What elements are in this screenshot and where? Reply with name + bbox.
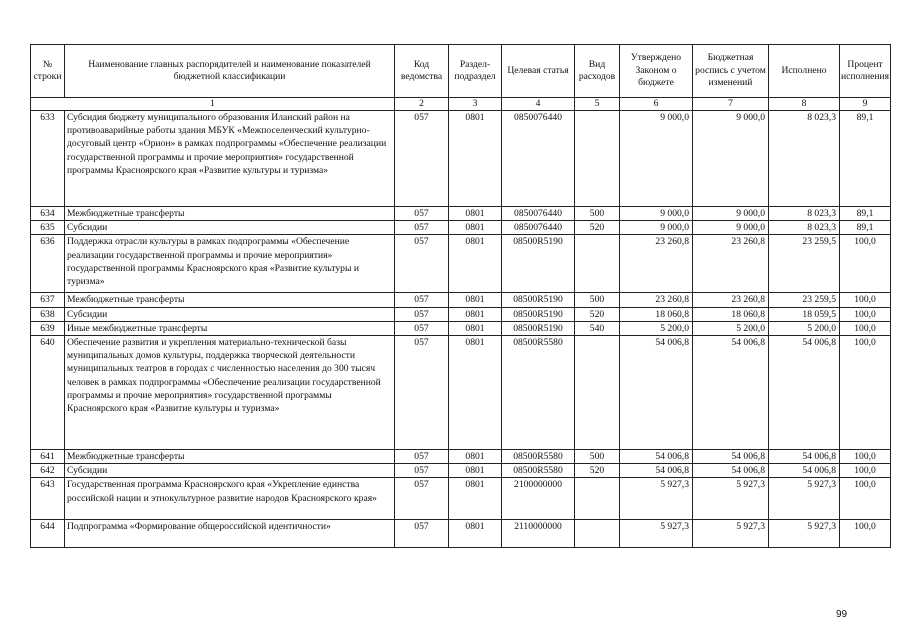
approved-cell: 23 260,8 (620, 235, 693, 293)
header-dept-code: Код ведомства (395, 45, 449, 98)
approved-cell: 9 000,0 (620, 207, 693, 221)
percent-cell: 100,0 (840, 464, 891, 478)
schedule-cell: 23 260,8 (693, 293, 769, 307)
percent-cell: 89,1 (840, 207, 891, 221)
target-article-cell: 0850076440 (502, 207, 575, 221)
row-name-cell: Межбюджетные трансферты (65, 207, 395, 221)
schedule-cell: 18 060,8 (693, 307, 769, 321)
column-number: 8 (769, 98, 840, 111)
header-row-number: № строки (31, 45, 65, 98)
dept-code-cell: 057 (395, 221, 449, 235)
dept-code-cell: 057 (395, 111, 449, 207)
section-cell: 0801 (449, 336, 502, 450)
approved-cell: 23 260,8 (620, 293, 693, 307)
table-body (31, 111, 891, 548)
column-number: 5 (575, 98, 620, 111)
dept-code-cell: 057 (395, 307, 449, 321)
percent-cell: 100,0 (840, 307, 891, 321)
column-number: 1 (31, 98, 395, 111)
row-name-cell: Иные межбюджетные трансферты (65, 321, 395, 335)
expense-kind-cell: 500 (575, 450, 620, 464)
percent-cell: 100,0 (840, 450, 891, 464)
target-article-cell: 08500R5580 (502, 450, 575, 464)
schedule-cell: 9 000,0 (693, 207, 769, 221)
table-row (31, 293, 891, 307)
expense-kind-cell: 520 (575, 464, 620, 478)
target-article-cell: 2100000000 (502, 478, 575, 520)
executed-cell: 23 259,5 (769, 235, 840, 293)
row-name-cell: Субсидии (65, 464, 395, 478)
target-article-cell: 0850076440 (502, 221, 575, 235)
executed-cell: 23 259,5 (769, 293, 840, 307)
schedule-cell: 54 006,8 (693, 464, 769, 478)
column-number: 2 (395, 98, 449, 111)
header-schedule: Бюджетная роспись с учетом изменений (693, 45, 769, 98)
target-article-cell: 08500R5580 (502, 464, 575, 478)
approved-cell: 54 006,8 (620, 336, 693, 450)
executed-cell: 18 059,5 (769, 307, 840, 321)
expense-kind-cell: 500 (575, 293, 620, 307)
section-cell: 0801 (449, 235, 502, 293)
dept-code-cell: 057 (395, 464, 449, 478)
percent-cell: 100,0 (840, 520, 891, 548)
executed-cell: 8 023,3 (769, 221, 840, 235)
target-article-cell: 0850076440 (502, 111, 575, 207)
percent-cell: 100,0 (840, 478, 891, 520)
percent-cell: 100,0 (840, 336, 891, 450)
dept-code-cell: 057 (395, 450, 449, 464)
row-number-cell: 644 (31, 520, 65, 548)
header-target-article: Целевая статья (502, 45, 575, 98)
row-name-cell: Субсидия бюджету муниципального образования Иланский район на противоаварийные работы здания МБУК «Межпоселенческий культурно-досуговый центр «Орион» в рамках подпрограммы «Обеспечение реализации государственной программы и прочие мероприятия» государственной программы Красноярского края «Развитие культуры и туризма» (65, 111, 395, 207)
dept-code-cell: 057 (395, 321, 449, 335)
row-number-cell: 634 (31, 207, 65, 221)
executed-cell: 54 006,8 (769, 336, 840, 450)
section-cell: 0801 (449, 321, 502, 335)
row-number-cell: 642 (31, 464, 65, 478)
executed-cell: 5 927,3 (769, 478, 840, 520)
dept-code-cell: 057 (395, 235, 449, 293)
schedule-cell: 9 000,0 (693, 221, 769, 235)
row-name-cell: Поддержка отрасли культуры в рамках подпрограммы «Обеспечение реализации государственной программы и прочие мероприятия» государственной программы Красноярского края «Развитие культуры и туризма» (65, 235, 395, 293)
header-name: Наименование главных распорядителей и наименование показателей бюджетной классификации (65, 45, 395, 98)
section-cell: 0801 (449, 520, 502, 548)
expense-kind-cell: 520 (575, 307, 620, 321)
table-row (31, 221, 891, 235)
column-number: 7 (693, 98, 769, 111)
approved-cell: 9 000,0 (620, 111, 693, 207)
dept-code-cell: 057 (395, 478, 449, 520)
section-cell: 0801 (449, 111, 502, 207)
dept-code-cell: 057 (395, 336, 449, 450)
column-number: 4 (502, 98, 575, 111)
column-number: 6 (620, 98, 693, 111)
table-row (31, 307, 891, 321)
percent-cell: 100,0 (840, 293, 891, 307)
expense-kind-cell (575, 336, 620, 450)
approved-cell: 5 927,3 (620, 478, 693, 520)
approved-cell: 54 006,8 (620, 464, 693, 478)
schedule-cell: 9 000,0 (693, 111, 769, 207)
row-number-cell: 640 (31, 336, 65, 450)
row-name-cell: Подпрограмма «Формирование общероссийской идентичности» (65, 520, 395, 548)
dept-code-cell: 057 (395, 293, 449, 307)
target-article-cell: 08500R5190 (502, 235, 575, 293)
expense-kind-cell (575, 520, 620, 548)
schedule-cell: 5 200,0 (693, 321, 769, 335)
schedule-cell: 54 006,8 (693, 450, 769, 464)
approved-cell: 9 000,0 (620, 221, 693, 235)
target-article-cell: 08500R5190 (502, 293, 575, 307)
table-row (31, 478, 891, 520)
dept-code-cell: 057 (395, 520, 449, 548)
section-cell: 0801 (449, 478, 502, 520)
table-row (31, 207, 891, 221)
section-cell: 0801 (449, 307, 502, 321)
table-row (31, 111, 891, 207)
approved-cell: 18 060,8 (620, 307, 693, 321)
percent-cell: 100,0 (840, 321, 891, 335)
executed-cell: 54 006,8 (769, 450, 840, 464)
executed-cell: 54 006,8 (769, 464, 840, 478)
header-expense-kind: Вид расходов (575, 45, 620, 98)
row-number-cell: 639 (31, 321, 65, 335)
column-number: 9 (840, 98, 891, 111)
approved-cell: 5 200,0 (620, 321, 693, 335)
row-number-cell: 637 (31, 293, 65, 307)
expense-kind-cell (575, 235, 620, 293)
table-row (31, 235, 891, 293)
row-name-cell: Межбюджетные трансферты (65, 450, 395, 464)
executed-cell: 8 023,3 (769, 207, 840, 221)
expense-kind-cell (575, 111, 620, 207)
row-number-cell: 636 (31, 235, 65, 293)
section-cell: 0801 (449, 207, 502, 221)
header-percent: Процент исполнения (840, 45, 891, 98)
target-article-cell: 2110000000 (502, 520, 575, 548)
schedule-cell: 54 006,8 (693, 336, 769, 450)
row-number-cell: 638 (31, 307, 65, 321)
page-number: 99 (836, 609, 848, 620)
row-number-cell: 641 (31, 450, 65, 464)
schedule-cell: 5 927,3 (693, 478, 769, 520)
table-row (31, 520, 891, 548)
header-executed: Исполнено (769, 45, 840, 98)
dept-code-cell: 057 (395, 207, 449, 221)
table-row (31, 321, 891, 335)
header-approved: Утверждено Законом о бюджете (620, 45, 693, 98)
expense-kind-cell: 500 (575, 207, 620, 221)
target-article-cell: 08500R5190 (502, 307, 575, 321)
section-cell: 0801 (449, 221, 502, 235)
executed-cell: 5 200,0 (769, 321, 840, 335)
expense-kind-cell: 540 (575, 321, 620, 335)
executed-cell: 8 023,3 (769, 111, 840, 207)
row-number-cell: 633 (31, 111, 65, 207)
header-section: Раздел-подраздел (449, 45, 502, 98)
schedule-cell: 5 927,3 (693, 520, 769, 548)
expense-kind-cell (575, 478, 620, 520)
percent-cell: 100,0 (840, 235, 891, 293)
header-row (31, 45, 891, 98)
percent-cell: 89,1 (840, 221, 891, 235)
approved-cell: 54 006,8 (620, 450, 693, 464)
row-number-cell: 635 (31, 221, 65, 235)
target-article-cell: 08500R5580 (502, 336, 575, 450)
row-name-cell: Субсидии (65, 221, 395, 235)
column-number-row (31, 98, 891, 111)
table-row (31, 464, 891, 478)
executed-cell: 5 927,3 (769, 520, 840, 548)
row-name-cell: Субсидии (65, 307, 395, 321)
schedule-cell: 23 260,8 (693, 235, 769, 293)
section-cell: 0801 (449, 293, 502, 307)
budget-execution-table (30, 44, 891, 548)
row-number-cell: 643 (31, 478, 65, 520)
section-cell: 0801 (449, 464, 502, 478)
approved-cell: 5 927,3 (620, 520, 693, 548)
table-row (31, 450, 891, 464)
target-article-cell: 08500R5190 (502, 321, 575, 335)
row-name-cell: Межбюджетные трансферты (65, 293, 395, 307)
section-cell: 0801 (449, 450, 502, 464)
row-name-cell: Государственная программа Красноярского края «Укрепление единства российской нации и этнокультурное развитие народов Красноярского края» (65, 478, 395, 520)
table-row (31, 336, 891, 450)
expense-kind-cell: 520 (575, 221, 620, 235)
row-name-cell: Обеспечение развития и укрепления материально-технической базы муниципальных домов культуры, поддержка творческой деятельности муниципальных театров в городах с численностью населения до 300 тысяч человек в рамках подпрограммы «Обеспечение реализации государственной программы и прочие мероприятия» государственной программы Красноярского края «Развитие культуры и туризма» (65, 336, 395, 450)
column-number: 3 (449, 98, 502, 111)
percent-cell: 89,1 (840, 111, 891, 207)
